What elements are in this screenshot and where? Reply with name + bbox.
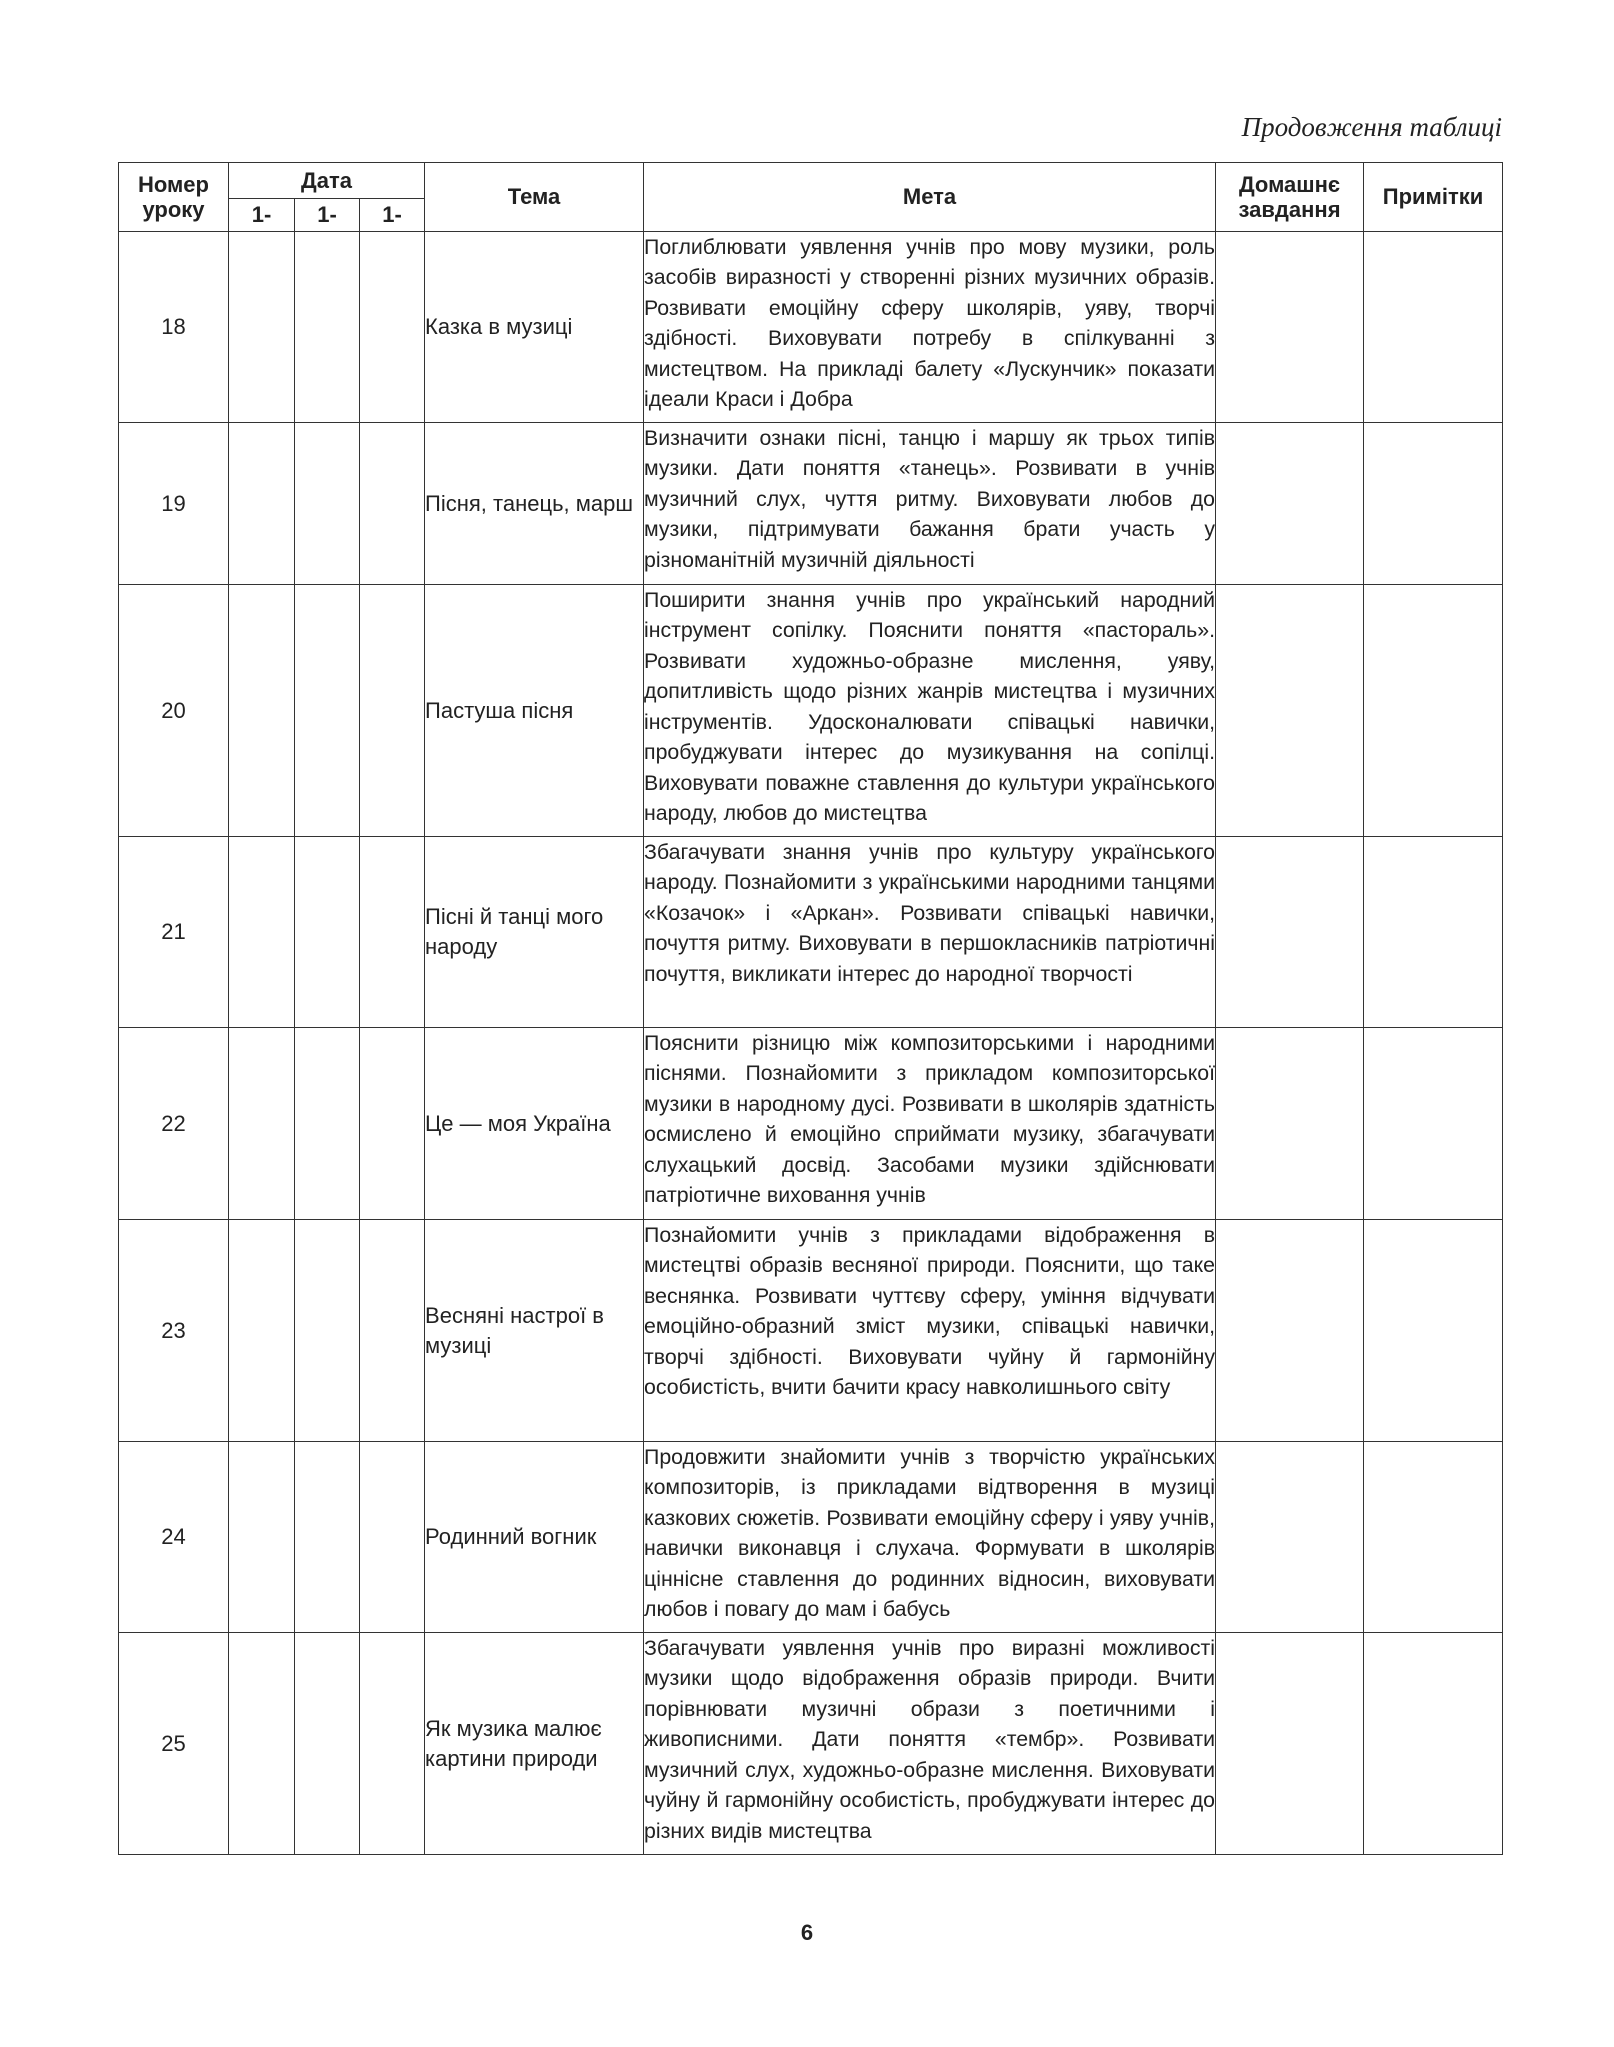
lesson-goal: Поглиблювати уявлення учнів про мову музики, роль засобів виразності у створенні різних музичних образів. Розвивати емоційну сферу школярів, уяву, творчі здібності. Виховувати потребу в спілкуванні з мистецтвом. На прикладі балету «Лускунчик» показати ідеали Краси і Добра [644, 232, 1216, 423]
lesson-number: 25 [119, 1633, 229, 1855]
lesson-goal: Збагачувати уявлення учнів про виразні можливості музики щодо відображення образів природи. Вчити порівнювати музичні образи з поетичними і живописними. Дати поняття «тембр». Розвивати музичний слух, художньо-образне мислення. Виховувати чуйну й гармонійну особистість, пробуджувати інтерес до різних видів мистецтва [644, 1633, 1216, 1855]
date-cell [229, 1442, 295, 1633]
notes-cell [1364, 1633, 1503, 1855]
lesson-goal: Познайомити учнів з прикладами відображення в мистецтві образів весняної природи. Пояснити, що таке веснянка. Розвивати чуттєву сферу, уміння відчувати емоційно-образний зміст музики, співацькі навички, творчі здібності. Виховувати чуйну й гармонійну особистість, вчити бачити красу навколишнього світу [644, 1220, 1216, 1442]
date-cell [360, 585, 425, 837]
table-row [119, 1442, 1503, 1633]
table-continuation-caption: Продовження таблиці [1241, 112, 1502, 142]
date-cell [295, 1633, 360, 1855]
header-goal: Мета [644, 163, 1216, 232]
lesson-topic: Казка в музиці [425, 232, 644, 423]
lesson-goal: Збагачувати знання учнів про культуру українського народу. Познайомити з українськими народними танцями «Козачок» і «Аркан». Розвивати співацькі навички, почуття ритму. Виховувати в першокласників патріотичні почуття, викликати інтерес до народної творчості [644, 837, 1216, 1028]
header-notes: Примітки [1364, 163, 1503, 232]
date-cell [229, 1633, 295, 1855]
homework-cell [1216, 585, 1364, 837]
date-cell [229, 585, 295, 837]
date-cell [360, 1220, 425, 1442]
date-cell [360, 1442, 425, 1633]
table-row [119, 232, 1503, 423]
lesson-topic: Пісні й танці мого народу [425, 837, 644, 1028]
lesson-number: 21 [119, 837, 229, 1028]
date-cell [229, 837, 295, 1028]
date-cell [360, 837, 425, 1028]
date-cell [229, 423, 295, 585]
header-topic: Тема [425, 163, 644, 232]
date-cell [229, 1220, 295, 1442]
notes-cell [1364, 585, 1503, 837]
lesson-number: 24 [119, 1442, 229, 1633]
date-cell [229, 1028, 295, 1220]
notes-cell [1364, 837, 1503, 1028]
notes-cell [1364, 1220, 1503, 1442]
table-row [119, 423, 1503, 585]
lesson-topic: Родинний вогник [425, 1442, 644, 1633]
date-cell [229, 232, 295, 423]
lesson-topic: Пісня, танець, марш [425, 423, 644, 585]
lesson-goal: Пояснити різницю між композиторськими і народними піснями. Познайомити з прикладом композиторської музики в народному дусі. Розвивати в школярів здатність осмислено й емоційно сприймати музику, збагачувати слухацький досвід. Засобами музики здійснювати патріотичне виховання учнів [644, 1028, 1216, 1220]
table-row [119, 1028, 1503, 1220]
date-cell [295, 1028, 360, 1220]
homework-cell [1216, 1220, 1364, 1442]
lesson-plan-table [118, 162, 1503, 1855]
homework-cell [1216, 423, 1364, 585]
lesson-number: 20 [119, 585, 229, 837]
date-cell [360, 1028, 425, 1220]
lesson-goal: Продовжити знайомити учнів з творчістю українських композиторів, із прикладами відтворення в музиці казкових сюжетів. Розвивати емоційну сферу і уяву учнів, навички виконавця і слухача. Формувати в школярів ціннісне ставлення до родинних відносин, виховувати любов і повагу до мам і бабусь [644, 1442, 1216, 1633]
lesson-number: 19 [119, 423, 229, 585]
date-cell [360, 232, 425, 423]
lesson-topic: Як музика малює картини природи [425, 1633, 644, 1855]
lesson-number: 22 [119, 1028, 229, 1220]
homework-cell [1216, 1633, 1364, 1855]
date-cell [295, 232, 360, 423]
table-row [119, 1633, 1503, 1855]
date-cell [360, 1633, 425, 1855]
header-date-1: 1- [229, 199, 295, 232]
date-cell [295, 585, 360, 837]
header-lesson-number: Номер уроку [119, 163, 229, 232]
homework-cell [1216, 1028, 1364, 1220]
page-number: 6 [800, 1920, 814, 1945]
lesson-number: 18 [119, 232, 229, 423]
notes-cell [1364, 1442, 1503, 1633]
date-cell [295, 1220, 360, 1442]
date-cell [295, 423, 360, 585]
notes-cell [1364, 232, 1503, 423]
lesson-topic: Це — моя Україна [425, 1028, 644, 1220]
lesson-goal: Поширити знання учнів про український народний інструмент сопілку. Пояснити поняття «пастораль». Розвивати художньо-образне мислення, уяву, допитливість щодо різних жанрів мистецтва і музичних інструментів. Удосконалювати співацькі навички, пробуджувати інтерес до музикування на сопілці. Виховувати поважне ставлення до культури українського народу, любов до мистецтва [644, 585, 1216, 837]
lesson-topic: Пастуша пісня [425, 585, 644, 837]
homework-cell [1216, 232, 1364, 423]
header-date-3: 1- [360, 199, 425, 232]
table-row [119, 1220, 1503, 1442]
date-cell [295, 1442, 360, 1633]
lesson-goal: Визначити ознаки пісні, танцю і маршу як трьох типів музики. Дати поняття «танець». Розвивати в учнів музичний слух, чуття ритму. Виховувати любов до музики, підтримувати бажання брати участь у різноманітній музичній діяльності [644, 423, 1216, 585]
notes-cell [1364, 423, 1503, 585]
lesson-topic: Весняні настрої в музиці [425, 1220, 644, 1442]
table-row [119, 837, 1503, 1028]
date-cell [360, 423, 425, 585]
table-row [119, 585, 1503, 837]
homework-cell [1216, 837, 1364, 1028]
header-date: Дата [229, 163, 425, 199]
homework-cell [1216, 1442, 1364, 1633]
lesson-number: 23 [119, 1220, 229, 1442]
date-cell [295, 837, 360, 1028]
header-homework: Домашнє завдання [1216, 163, 1364, 232]
notes-cell [1364, 1028, 1503, 1220]
header-date-2: 1- [295, 199, 360, 232]
